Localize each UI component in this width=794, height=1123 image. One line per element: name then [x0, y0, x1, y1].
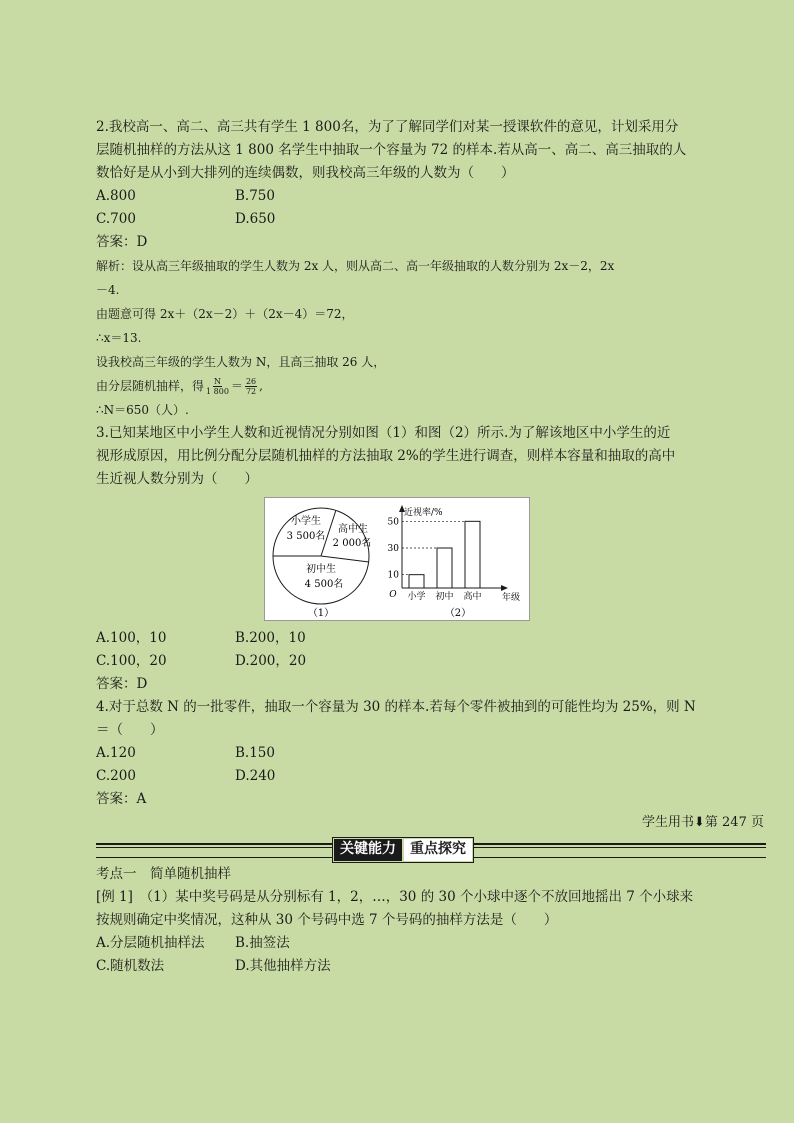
origin-label: O	[389, 590, 397, 600]
q4-option-b: B.150	[235, 745, 275, 761]
fraction-numerator: 26	[245, 377, 257, 386]
bar-1	[437, 548, 452, 588]
q2-solution-6-pre: 由分层随机抽样，得	[96, 379, 205, 393]
y-tick-label: 30	[387, 544, 399, 554]
q2-option-b: B.750	[235, 188, 275, 204]
q4-option-c: C.200	[96, 768, 136, 784]
figure-svg	[265, 498, 529, 620]
q2-line3: 数恰好是从小到大排列的连续偶数，则我校高三年级的人数为（ ）	[96, 165, 515, 181]
q4-line2: ＝（ ）	[96, 722, 164, 738]
q2-option-c: C.700	[96, 211, 136, 227]
q4-option-a: A.120	[96, 745, 136, 761]
q3-figure	[264, 497, 530, 621]
banner-label-left: 关键能力	[334, 839, 402, 861]
banner-label-right: 重点探究	[404, 839, 472, 861]
q4-options-row2	[96, 765, 708, 788]
section-title: 考点一 简单随机抽样	[96, 866, 231, 882]
pie-label-high: 高中生	[338, 524, 368, 535]
fraction-26-over-72	[245, 377, 257, 396]
pie-chart	[273, 508, 371, 604]
section-banner	[96, 835, 766, 863]
banner-box	[332, 837, 474, 863]
q2-option-d: D.650	[235, 211, 276, 227]
example-1-line2: 按规则确定中奖情况，这种从 30 个号码中选 7 个号码的抽样方法是（ ）	[96, 912, 558, 928]
example-1-option-c: C.随机数法	[96, 958, 165, 974]
example-1-options-row2	[96, 955, 708, 978]
x-tick-label: 初中	[435, 592, 454, 602]
q2-line1: 2.我校高一、高二、高三共有学生 1 800名，为了了解同学们对某一授课软件的意见，计划采用分	[96, 119, 679, 135]
q2-solution-7: ∴N＝650（人）.	[96, 403, 189, 417]
q2-solution-6-post: ,	[259, 379, 263, 393]
q4-line1: 4.对于总数 N 的一批零件，抽取一个容量为 30 的样本.若每个零件被抽到的可能性均为 25%，则 N	[96, 699, 696, 715]
bar-2	[465, 521, 480, 588]
q2-line2: 层随机抽样的方法从这 1 800 名学生中抽取一个容量为 72 的样本.若从高一、高二、高三抽取的人	[96, 142, 687, 158]
q3-option-a: A.100，10	[96, 630, 167, 646]
pie-count-primary: 3 500名	[286, 531, 326, 542]
q4-answer: 答案：A	[96, 791, 147, 807]
q2-options-row1	[96, 185, 708, 208]
q2-answer: 答案：D	[96, 234, 148, 250]
caption-2: （2）	[444, 608, 472, 619]
x-axis-arrow	[501, 585, 508, 591]
bar-chart	[388, 505, 520, 603]
example-1-option-a: A.分层随机抽样法	[96, 935, 205, 951]
pie-label-middle: 初中生	[306, 564, 336, 575]
q2-options-row2	[96, 208, 708, 231]
example-1-option-b: B.抽签法	[235, 935, 290, 951]
caption-1: （1）	[307, 608, 335, 619]
q4-option-d: D.240	[235, 768, 276, 784]
q3-option-c: C.100，20	[96, 653, 167, 669]
page-reference: 学生用书⬇第 247 页	[642, 815, 764, 830]
q2-solution-1: 解析：设从高三年级抽取的学生人数为 2x 人，则从高二、高一年级抽取的人数分别为 2x－2，2x	[96, 259, 615, 273]
example-1-option-d: D.其他抽样方法	[235, 958, 331, 974]
q3-options-row2	[96, 650, 708, 673]
page-content	[96, 116, 764, 978]
example-1-options-row1	[96, 932, 708, 955]
fraction-numerator: N	[213, 377, 221, 386]
pie-label-primary: 小学生	[291, 516, 321, 527]
fraction-denominator: 1 800	[206, 387, 229, 396]
fraction-n-over-1800	[206, 377, 229, 396]
q2-solution-6	[96, 374, 708, 398]
q2-solution-2: －4.	[96, 283, 120, 297]
q2-option-a: A.800	[96, 188, 136, 204]
q2-solution-5: 设我校高三年级的学生人数为 N，且高三抽取 26 人，	[96, 355, 386, 369]
q3-option-b: B.200，10	[235, 630, 306, 646]
q3-options-row1	[96, 627, 708, 650]
pie-count-middle: 4 500名	[304, 579, 344, 590]
q4-options-row1	[96, 742, 708, 765]
q2-solution-4: ∴x＝13.	[96, 331, 142, 345]
pie-count-high: 2 000名	[332, 538, 372, 549]
fraction-denominator: 72	[245, 387, 257, 396]
x-axis-label: 年级	[501, 593, 521, 603]
example-1-line1: [例 1] （1）某中奖号码是从分别标有 1，2，…，30 的 30 个小球中逐个不放回地摇出 7 个小球来	[96, 889, 694, 905]
q3-answer: 答案：D	[96, 676, 148, 692]
q3-option-d: D.200，20	[235, 653, 307, 669]
q3-line2: 视形成原因，用比例分配分层随机抽样的方法抽取 2%的学生进行调查，则样本容量和抽取的高中	[96, 448, 676, 464]
y-tick-label: 10	[387, 570, 399, 581]
x-tick-label: 小学	[407, 592, 426, 602]
q3-line1: 3.已知某地区中小学生人数和近视情况分别如图（1）和图（2）所示.为了解该地区中小学生的近	[96, 425, 671, 441]
y-tick-label: 50	[387, 517, 399, 528]
q2-solution-3: 由题意可得 2x＋（2x－2）＋（2x－4）＝72，	[96, 307, 354, 321]
x-tick-label: 高中	[463, 592, 482, 602]
bar-0	[409, 575, 424, 588]
q3-line3: 生近视人数分别为（ ）	[96, 471, 258, 487]
equals-sign: ＝	[230, 379, 243, 393]
y-axis-label: 近视率/%	[404, 508, 443, 518]
